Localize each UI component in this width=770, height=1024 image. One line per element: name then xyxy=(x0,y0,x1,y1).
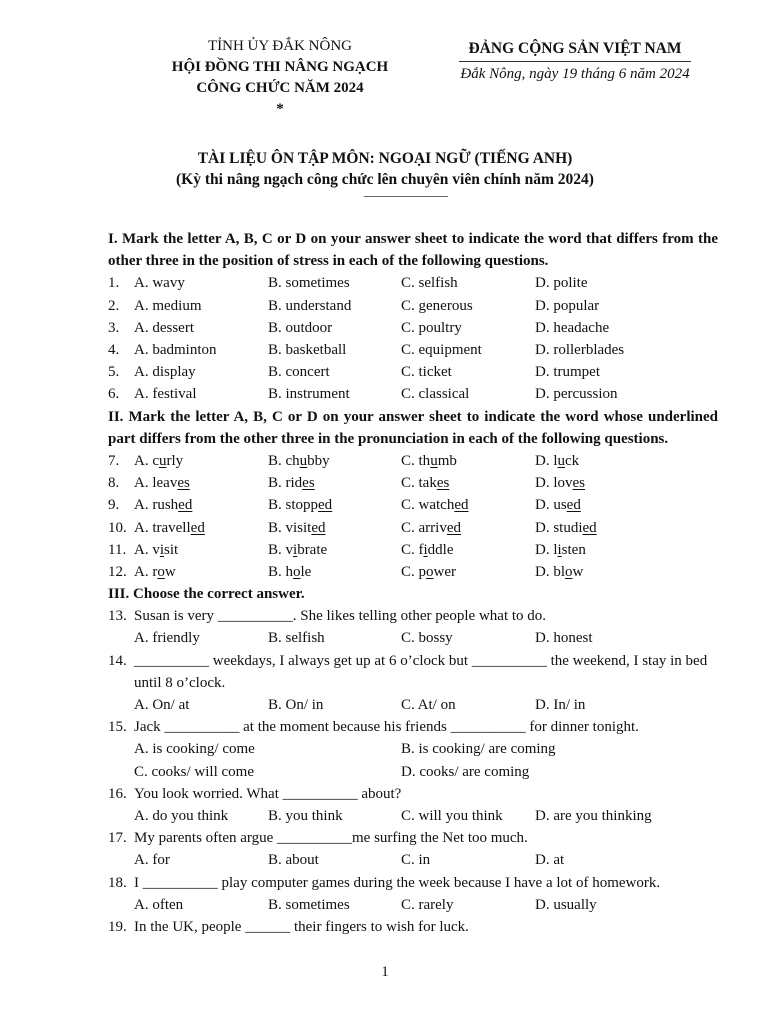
document-date: Đắk Nông, ngày 19 tháng 6 năm 2024 xyxy=(460,66,690,82)
option-c xyxy=(401,517,461,539)
option-c: C. rarely xyxy=(401,896,454,913)
underlined-part: i xyxy=(293,541,298,558)
underlined-part: ed xyxy=(454,497,469,514)
underlined-part: u xyxy=(557,452,565,469)
option-text: B. stopp xyxy=(268,497,319,514)
org-line-1: TỈNH ỦY ĐẮK NÔNG xyxy=(207,38,352,54)
question-number: 1. xyxy=(108,275,120,292)
question-row xyxy=(108,295,718,317)
option-c: C. will you think xyxy=(401,808,503,825)
option-a: A. badminton xyxy=(134,341,217,358)
option-a: A. often xyxy=(134,896,184,913)
option-b: B. about xyxy=(268,852,319,869)
option-b: B. you think xyxy=(268,808,343,825)
option-b: B. outdoor xyxy=(268,319,333,336)
option-text-rest: rly xyxy=(166,452,184,469)
question-stem: 14. __________ weekdays, I always get up at 6 o’clock but __________ the weekend, I stay in bed until 8 o’clock. xyxy=(108,652,708,691)
question-number: 3. xyxy=(108,319,120,336)
underlined-part: ed xyxy=(190,519,205,536)
option-a: A. festival xyxy=(134,386,197,403)
option-a: A. display xyxy=(134,364,196,381)
underlined-part: i xyxy=(423,541,428,558)
option-c: C. classical xyxy=(401,386,470,403)
question-17 xyxy=(108,827,718,871)
option-text: D. l xyxy=(535,541,558,558)
option-c xyxy=(401,450,457,472)
answer-options xyxy=(108,694,718,716)
option-text: D. l xyxy=(535,452,558,469)
answer-options xyxy=(108,805,718,827)
option-a: A. On/ at xyxy=(134,697,190,714)
underlined-part: es xyxy=(436,475,450,492)
option-text-rest: mb xyxy=(437,452,457,469)
option-d: D. rollerblades xyxy=(535,341,625,358)
option-b: B. understand xyxy=(268,297,352,314)
option-b: B. instrument xyxy=(268,386,350,403)
option-c: C. ticket xyxy=(401,364,452,381)
option-text: C. p xyxy=(401,563,427,580)
option-b: B. On/ in xyxy=(268,697,324,714)
option-b xyxy=(268,450,330,472)
page-number: 1 xyxy=(381,964,389,980)
option-text-rest: ck xyxy=(565,452,580,469)
option-b xyxy=(268,517,326,539)
option-b: B. sometimes xyxy=(268,896,350,913)
option-d xyxy=(535,494,581,516)
option-d: D. headache xyxy=(535,319,610,336)
option-d: D. usually xyxy=(535,896,597,913)
underlined-part: i xyxy=(159,541,165,558)
option-c xyxy=(401,494,469,516)
option-d: D. polite xyxy=(535,275,588,292)
option-text: C. watch xyxy=(401,497,455,514)
question-number: 6. xyxy=(108,386,120,403)
underlined-part: o xyxy=(565,563,573,580)
option-text: A. r xyxy=(134,563,158,580)
question-row xyxy=(108,472,718,494)
option-text-rest: le xyxy=(300,563,312,580)
option-text: A. travell xyxy=(134,519,191,536)
org-mark: * xyxy=(276,101,284,117)
option-a xyxy=(134,561,176,583)
title-main: TÀI LIỆU ÔN TẬP MÔN: NGOẠI NGỮ (TIẾNG ANH) xyxy=(197,150,573,167)
question-stem: 15. Jack __________ at the moment because his friends __________ for dinner tonight. xyxy=(108,719,639,736)
party-name: ĐẢNG CỘNG SẢN VIỆT NAM xyxy=(459,38,691,62)
title-divider xyxy=(364,196,448,197)
option-a xyxy=(134,517,205,539)
option-d: D. In/ in xyxy=(535,697,586,714)
option-d xyxy=(535,539,586,561)
option-d: D. trumpet xyxy=(535,364,600,381)
option-d xyxy=(535,517,597,539)
question-number: 2. xyxy=(108,297,120,314)
option-a xyxy=(134,539,178,561)
option-d: D. are you thinking xyxy=(535,808,652,825)
option-a xyxy=(134,494,192,516)
option-text: D. studi xyxy=(535,519,583,536)
question-number: 11. xyxy=(108,541,127,558)
option-text: C. tak xyxy=(401,475,437,492)
option-text: C. arriv xyxy=(401,519,447,536)
question-stem: 18. I __________ play computer games during the week because I have a lot of homework. xyxy=(108,874,661,891)
option-a: A. for xyxy=(134,852,170,869)
question-row xyxy=(108,539,718,561)
option-d: D. honest xyxy=(535,630,593,647)
option-b: B. sometimes xyxy=(268,275,350,292)
question-stem: 17. My parents often argue __________me surfing the Net too much. xyxy=(108,830,528,847)
underlined-part: u xyxy=(299,452,308,469)
option-a xyxy=(134,450,183,472)
option-text: A. v xyxy=(134,541,160,558)
question-19 xyxy=(108,916,718,938)
option-c xyxy=(401,539,454,561)
option-d: D. percussion xyxy=(535,386,618,403)
section-1-heading: I. Mark the letter A, B, C or D on your answer sheet to indicate the word that differs from the other three in the position of stress in each of the following questions. xyxy=(108,231,718,270)
underlined-part: ed xyxy=(318,497,333,514)
underlined-part: i xyxy=(557,541,562,558)
option-c xyxy=(401,561,456,583)
answer-options-row-2 xyxy=(108,761,718,783)
option-a: A. friendly xyxy=(134,630,200,647)
option-d xyxy=(535,561,583,583)
underlined-part: ed xyxy=(178,497,193,514)
option-d: D. popular xyxy=(535,297,600,314)
question-row xyxy=(108,317,718,339)
option-text: C. th xyxy=(401,452,431,469)
option-b: B. selfish xyxy=(268,630,325,647)
question-row xyxy=(108,272,718,294)
question-15 xyxy=(108,716,718,783)
question-row xyxy=(108,383,718,405)
option-text-rest: ddle xyxy=(427,541,454,558)
option-a: A. dessert xyxy=(134,319,194,336)
underlined-part: u xyxy=(430,452,438,469)
option-text-rest: wer xyxy=(433,563,457,580)
underlined-part: es xyxy=(572,475,585,492)
question-stem: 13. Susan is very __________. She likes telling other people what to do. xyxy=(108,608,547,625)
answer-options xyxy=(108,849,718,871)
option-a: A. is cooking/ come xyxy=(134,741,255,758)
option-text-rest: w xyxy=(572,563,584,580)
option-a: A. wavy xyxy=(134,275,185,292)
option-c: C. poultry xyxy=(401,319,462,336)
answer-options xyxy=(108,627,718,649)
question-number: 7. xyxy=(108,452,120,469)
option-d xyxy=(535,472,585,494)
option-c: C. At/ on xyxy=(401,697,456,714)
question-row xyxy=(108,561,718,583)
answer-options xyxy=(108,894,718,916)
question-stem: 19. In the UK, people ______ their fingers to wish for luck. xyxy=(108,919,469,935)
option-a: A. medium xyxy=(134,297,202,314)
option-text: B. visit xyxy=(268,519,312,536)
question-row xyxy=(108,517,718,539)
option-text: B. h xyxy=(268,563,294,580)
document-title xyxy=(0,148,770,190)
option-text: D. lov xyxy=(535,475,573,492)
option-d xyxy=(535,450,579,472)
option-text: B. ch xyxy=(268,452,300,469)
section-3-heading: III. Choose the correct answer. xyxy=(108,586,305,603)
pronunciation-question-list xyxy=(108,450,718,583)
option-b: B. basketball xyxy=(268,341,347,358)
option-b xyxy=(268,494,332,516)
org-line-3: CÔNG CHỨC NĂM 2024 xyxy=(196,80,364,96)
stress-question-list xyxy=(108,272,718,405)
option-text: D. bl xyxy=(535,563,565,580)
question-row xyxy=(108,361,718,383)
option-text-rest: sten xyxy=(561,541,586,558)
underlined-part: ed xyxy=(582,519,597,536)
option-c: C. equipment xyxy=(401,341,482,358)
question-row xyxy=(108,450,718,472)
question-16 xyxy=(108,783,718,827)
option-d: D. at xyxy=(535,852,565,869)
option-b: B. concert xyxy=(268,364,330,381)
option-text: D. us xyxy=(535,497,567,514)
answer-options-row-1 xyxy=(108,738,718,760)
question-row xyxy=(108,494,718,516)
question-number: 8. xyxy=(108,475,120,492)
option-text: A. rush xyxy=(134,497,179,514)
option-text: B. v xyxy=(268,541,294,558)
question-stem: 16. You look worried. What __________ about? xyxy=(108,785,402,802)
underlined-part: es xyxy=(302,475,315,492)
question-13 xyxy=(108,605,718,649)
question-row xyxy=(108,339,718,361)
underlined-part: u xyxy=(159,452,167,469)
option-b xyxy=(268,539,327,561)
underlined-part: ed xyxy=(566,497,581,514)
option-c: C. selfish xyxy=(401,275,458,292)
underlined-part: o xyxy=(426,563,434,580)
exam-content xyxy=(108,228,718,938)
option-text: A. leav xyxy=(134,475,178,492)
option-text-rest: w xyxy=(164,563,176,580)
question-number: 12. xyxy=(108,563,127,580)
underlined-part: ed xyxy=(446,519,461,536)
option-text: B. rid xyxy=(268,475,303,492)
option-text-rest: brate xyxy=(297,541,328,558)
title-sub: (Kỳ thi nâng ngạch công chức lên chuyên viên chính năm 2024) xyxy=(176,171,594,188)
question-number: 10. xyxy=(108,519,127,536)
underlined-part: es xyxy=(177,475,190,492)
option-d: D. cooks/ are coming xyxy=(401,763,530,780)
underlined-part: o xyxy=(157,563,165,580)
issuing-organization xyxy=(140,36,420,120)
question-number: 9. xyxy=(108,497,120,514)
question-number: 4. xyxy=(108,341,120,358)
org-line-2: HỘI ĐỒNG THI NÂNG NGẠCH xyxy=(171,59,389,75)
option-c: C. in xyxy=(401,852,431,869)
option-c: C. bossy xyxy=(401,630,453,647)
party-header xyxy=(440,38,710,85)
option-text-rest: sit xyxy=(164,541,179,558)
option-c: C. generous xyxy=(401,297,473,314)
option-b xyxy=(268,472,315,494)
underlined-part: ed xyxy=(311,519,326,536)
underlined-part: o xyxy=(293,563,301,580)
section-2-heading: II. Mark the letter A, B, C or D on your answer sheet to indicate the word whose underlined part differs from the other three in the pronunciation in each of the following questions. xyxy=(108,408,718,447)
option-b xyxy=(268,561,311,583)
question-number: 5. xyxy=(108,364,120,381)
option-text: C. f xyxy=(401,541,424,558)
option-text-rest: bby xyxy=(307,452,330,469)
option-b: B. is cooking/ are coming xyxy=(401,741,556,758)
option-c: C. cooks/ will come xyxy=(134,763,254,780)
question-14 xyxy=(108,650,718,717)
question-18 xyxy=(108,872,718,916)
option-a: A. do you think xyxy=(134,808,229,825)
option-text: A. c xyxy=(134,452,159,469)
option-a xyxy=(134,472,190,494)
option-c xyxy=(401,472,449,494)
